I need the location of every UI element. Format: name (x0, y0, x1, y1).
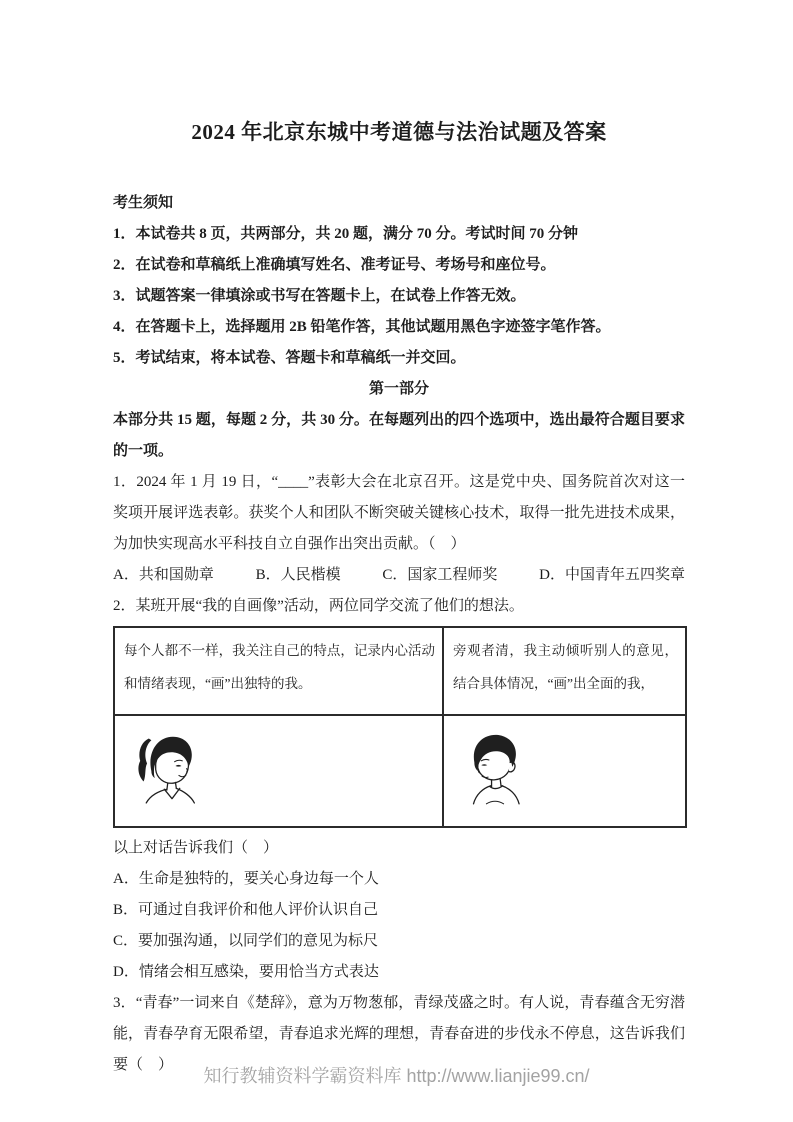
q2-dialogue-table (113, 626, 687, 828)
q2-option-a: A．生命是独特的，要关心身边每一个人 (113, 871, 379, 887)
question-2-text: 2．某班开展“我的自画像”活动，两位同学交流了他们的想法。 (113, 598, 524, 614)
q1-option-d: D．中国青年五四奖章 (539, 567, 685, 583)
page-title: 2024 年北京东城中考道德与法治试题及答案 (191, 120, 607, 144)
question-1-options (113, 560, 685, 591)
notice-heading: 考生须知 (113, 195, 174, 211)
part1-heading: 第一部分 (368, 381, 429, 397)
q1-option-c: C．国家工程师奖 (382, 567, 498, 583)
q2-table-right-image-cell (443, 715, 686, 827)
question-3-text: 3．“青春”一词来自《楚辞》，意为万物葱郁，青绿茂盛之时。有人说，青春蕴含无穷潜能，青春孕育无限希望，青春追求光辉的理想，青春奋进的步伐永不停息，这告诉我们要（ ） (113, 995, 685, 1073)
table-row (114, 627, 686, 715)
exam-content (113, 0, 685, 1081)
q2-option-c: C．要加强沟通，以同学们的意见为标尺 (113, 933, 379, 949)
q2-option-d: D．情绪会相互感染，要用恰当方式表达 (113, 964, 379, 980)
q2-table-left-text: 每个人都不一样，我关注自己的特点，记录内心活动和情绪表现，“画”出独特的我。 (114, 627, 443, 715)
part1-description: 本部分共 15 题，每题 2 分，共 30 分。在每题列出的四个选项中，选出最符合题目要求的一项。 (113, 412, 685, 459)
notice-item-2: 2．在试卷和草稿纸上准确填写姓名、准考证号、考场号和座位号。 (113, 257, 556, 273)
q1-option-a: A．共和国勋章 (113, 567, 214, 583)
q2-option-b: B．可通过自我评价和他人评价认识自己 (113, 902, 379, 918)
girl-portrait-illustration (123, 724, 209, 808)
boy-portrait-illustration (452, 724, 538, 808)
site-footer: 知行教辅资料学霸资料库 http://www.lianjie99.cn/ (203, 1066, 590, 1086)
q1-option-b: B．人民楷模 (255, 567, 341, 583)
question-1-text: 1．2024 年 1 月 19 日，“____”表彰大会在北京召开。这是党中央、国务院首次对这一奖项开展评选表彰。获奖个人和团队不断突破关键核心技术，取得一批先进技术成果，为加快实现高水平科技自立自强作出突出贡献。（ ） (113, 474, 685, 552)
notice-item-4: 4．在答题卡上，选择题用 2B 铅笔作答，其他试题用黑色字迹签字笔作答。 (113, 319, 611, 335)
table-row (114, 715, 686, 827)
notice-item-1: 1．本试卷共 8 页，共两部分，共 20 题，满分 70 分。考试时间 70 分钟 (113, 226, 579, 242)
notice-item-5: 5．考试结束，将本试卷、答题卡和草稿纸一并交回。 (113, 350, 466, 366)
q2-table-left-image-cell (114, 715, 443, 827)
notice-item-3: 3．试题答案一律填涂或书写在答题卡上，在试卷上作答无效。 (113, 288, 526, 304)
q2-table-right-text: 旁观者清，我主动倾听别人的意见，结合具体情况，“画”出全面的我， (443, 627, 686, 715)
q2-prompt: 以上对话告诉我们（ ） (113, 840, 279, 856)
